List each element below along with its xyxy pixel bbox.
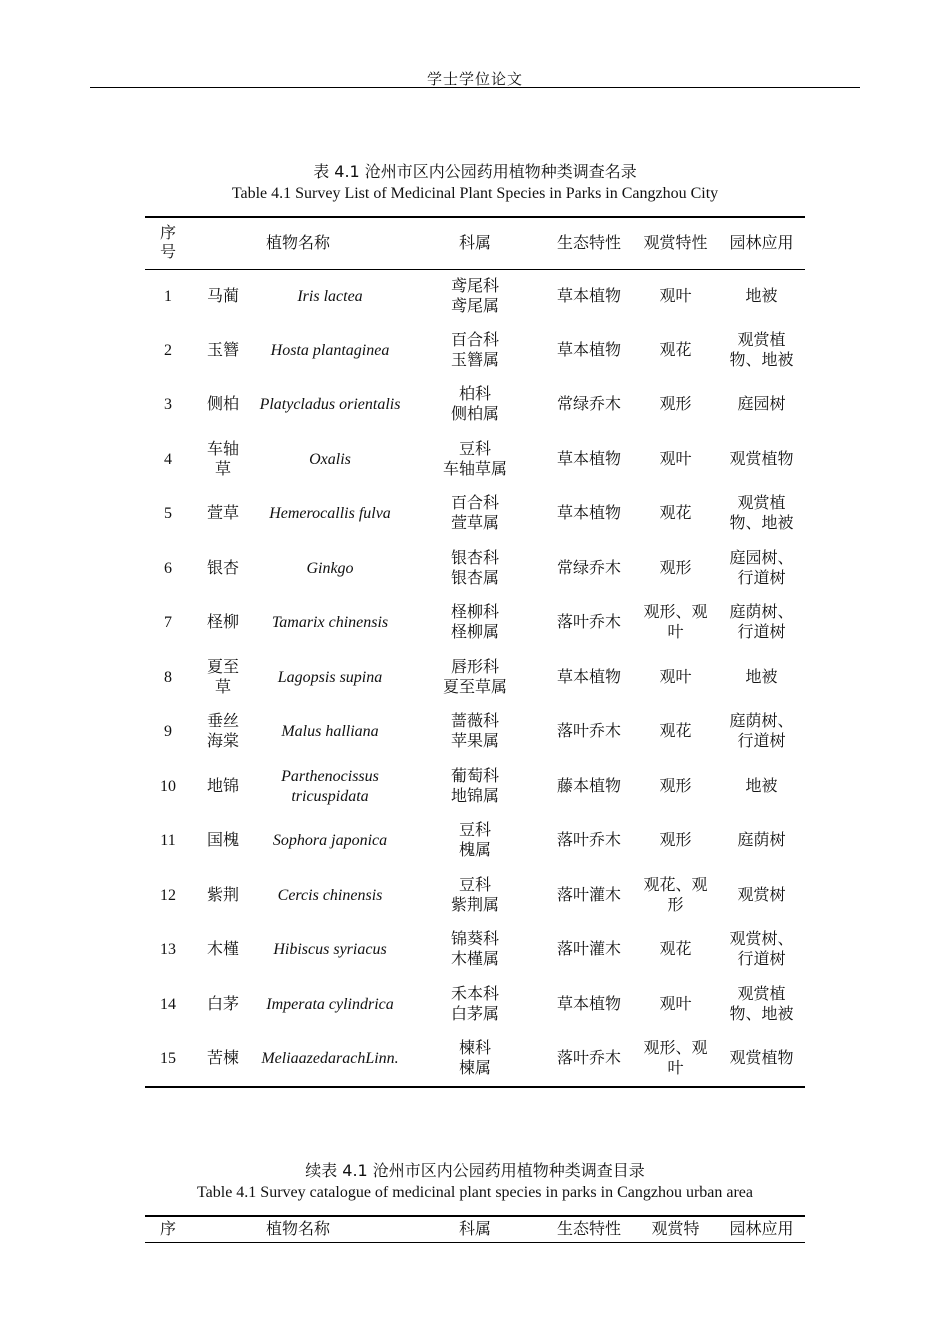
family-label: 楝科 [459,1039,492,1057]
table-row [145,869,805,924]
cell-ecology: 草本植物 [557,995,622,1013]
genus-label: 紫荆属 [451,896,500,914]
cell-number: 5 [164,505,172,523]
continued-plant-table [145,1215,805,1243]
table-row [145,487,805,542]
cell-number: 2 [164,341,172,359]
table-row [145,705,805,760]
cell-family-genus [405,923,545,978]
plant-table [145,216,805,1088]
genus-label: 苹果属 [451,733,500,751]
cell-number: 1 [164,287,172,305]
cont-header-ecology: 生态特性 [557,1220,622,1238]
cell-chinese-name: 侧柏 [206,396,239,414]
cell-scientific-name: Hosta plantaginea [270,341,390,359]
cell-chinese-name: 车轴草 [206,440,239,478]
cell-family-genus [405,378,545,433]
cell-ecology: 草本植物 [557,341,622,359]
table-row [145,542,805,597]
cell-garden-use: 观赏植物、地被 [729,985,794,1023]
cell-garden-use: 庭荫树 [737,832,786,850]
cell-scientific-name: Ginkgo [306,559,354,577]
cell-chinese-name: 玉簪 [206,341,239,359]
cell-ecology: 草本植物 [557,287,622,305]
cont-header-family-genus: 科属 [459,1220,492,1238]
table-row [145,433,805,488]
cell-chinese-name: 萱草 [206,505,239,523]
table-row [145,760,805,815]
cell-scientific-name: Malus halliana [281,723,379,741]
family-label: 锦葵科 [451,931,500,949]
family-label: 柏科 [459,386,492,404]
table-row [145,923,805,978]
genus-label: 玉簪属 [451,351,500,369]
cont-table-caption-en: Table 4.1 Survey catalogue of medicinal plant species in parks in Cangzhou urban area [196,1184,754,1201]
cell-scientific-name: Imperata cylindrica [266,995,394,1013]
cell-ornamental: 观花 [659,505,692,523]
cell-family-genus [405,324,545,379]
cell-ornamental: 观叶 [659,287,692,305]
cell-garden-use: 地被 [745,668,778,686]
cell-family-genus [405,651,545,706]
genus-label: 侧柏属 [451,406,500,424]
family-label: 蔷薇科 [451,713,500,731]
cell-scientific-name: Parthenocissus tricuspidata [281,767,379,805]
table-row [145,269,805,324]
cont-table-header-row [145,1216,805,1242]
cell-family-genus [405,760,545,815]
cell-chinese-name: 垂丝海棠 [206,713,239,751]
cell-scientific-name: Hibiscus syriacus [273,941,387,959]
cell-ecology: 落叶乔木 [557,614,622,632]
cell-ornamental: 观形 [659,777,692,795]
cell-scientific-name: Platycladus orientalis [259,396,401,414]
cell-garden-use: 庭荫树、行道树 [729,604,794,642]
header-no: 序号 [145,217,191,269]
header-garden-use: 园林应用 [718,217,805,269]
table-row [145,1032,805,1087]
cell-number: 14 [160,995,176,1013]
cell-ornamental: 观花 [659,723,692,741]
genus-label: 萱草属 [451,515,500,533]
table-row [145,651,805,706]
genus-label: 鸢尾属 [451,297,500,315]
cell-ornamental: 观形 [659,559,692,577]
cell-family-genus [405,1032,545,1087]
cell-chinese-name: 白茅 [206,995,239,1013]
table-row [145,814,805,869]
cell-ecology: 草本植物 [557,450,622,468]
cell-ecology: 草本植物 [557,668,622,686]
cell-ecology: 落叶灌木 [557,886,622,904]
cell-ornamental: 观叶 [659,450,692,468]
family-label: 葡萄科 [451,767,500,785]
genus-label: 白茅属 [451,1005,500,1023]
cell-ecology: 草本植物 [557,505,622,523]
table-caption-cn: 表 4.1 沧州市区内公园药用植物种类调查名录 [313,162,637,181]
cell-garden-use: 观赏植物、地被 [729,495,794,533]
cell-ornamental: 观花、观形 [643,876,708,914]
cell-chinese-name: 国槐 [206,832,239,850]
genus-label: 银杏属 [451,569,500,587]
cell-number: 4 [164,450,172,468]
cell-ornamental: 观形、观叶 [643,1039,708,1077]
cell-family-genus [405,433,545,488]
cell-number: 10 [160,777,176,795]
family-label: 禾本科 [451,985,500,1003]
cell-ornamental: 观花 [659,941,692,959]
family-label: 豆科 [459,440,492,458]
cell-ecology: 藤本植物 [557,777,622,795]
cell-number: 8 [164,668,172,686]
cell-chinese-name: 马蔺 [206,287,239,305]
cell-garden-use: 观赏树 [737,886,786,904]
genus-label: 夏至草属 [443,678,508,696]
cell-family-genus [405,487,545,542]
table-caption-en: Table 4.1 Survey List of Medicinal Plant Species in Parks in Cangzhou City [231,185,719,202]
cell-ecology: 常绿乔木 [557,559,622,577]
header-ecology: 生态特性 [545,217,633,269]
cell-chinese-name: 地锦 [206,777,239,795]
cont-header-plant-name: 植物名称 [266,1220,331,1238]
cell-ornamental: 观形、观叶 [643,604,708,642]
genus-label: 木槿属 [451,951,500,969]
cell-scientific-name: Lagopsis supina [277,668,383,686]
genus-label: 楝属 [459,1059,492,1077]
cell-ecology: 常绿乔木 [557,396,622,414]
cell-number: 11 [160,832,176,850]
cell-ecology: 落叶乔木 [557,1049,622,1067]
cell-garden-use: 观赏树、行道树 [729,931,794,969]
cell-garden-use: 庭园树 [737,396,786,414]
cell-family-genus [405,814,545,869]
cont-header-no: 序 [159,1220,176,1238]
cell-scientific-name: Tamarix chinensis [271,614,389,632]
cell-scientific-name: Iris lactea [297,287,363,305]
table-body [145,269,805,1087]
cont-header-garden-use: 园林应用 [729,1220,794,1238]
running-header: 学士学位论文 [426,72,523,88]
cont-header-ornamental: 观赏特 [651,1220,700,1238]
genus-label: 车轴草属 [443,460,508,478]
genus-label: 柽柳属 [451,624,500,642]
cell-garden-use: 观赏植物 [729,450,794,468]
cell-garden-use: 庭园树、行道树 [729,549,794,587]
family-label: 百合科 [451,331,500,349]
header-ornamental: 观赏特性 [633,217,718,269]
cell-ecology: 落叶灌木 [557,941,622,959]
cell-garden-use: 地被 [745,287,778,305]
family-label: 百合科 [451,495,500,513]
cell-number: 12 [160,886,176,904]
cell-scientific-name: Hemerocallis fulva [269,505,391,523]
cell-scientific-name: Sophora japonica [272,832,388,850]
cell-ornamental: 观叶 [659,995,692,1013]
cell-chinese-name: 苦楝 [206,1049,239,1067]
header-family-genus: 科属 [405,217,545,269]
cell-number: 3 [164,396,172,414]
genus-label: 槐属 [459,842,492,860]
cell-chinese-name: 柽柳 [206,614,239,632]
cell-chinese-name: 紫荆 [206,886,239,904]
cell-scientific-name: Cercis chinensis [277,886,383,904]
cell-number: 15 [160,1049,176,1067]
cell-number: 9 [164,723,172,741]
cell-family-genus [405,869,545,924]
cell-family-genus [405,542,545,597]
family-label: 鸢尾科 [451,277,500,295]
cell-scientific-name: MeliaazedarachLinn. [261,1049,399,1067]
cell-family-genus [405,596,545,651]
table-header-row [145,217,805,269]
cell-ornamental: 观叶 [659,668,692,686]
cell-garden-use: 观赏植物 [729,1049,794,1067]
table-row [145,596,805,651]
genus-label: 地锦属 [451,787,500,805]
cell-garden-use: 地被 [745,777,778,795]
table-row [145,978,805,1033]
cell-number: 7 [164,614,172,632]
family-label: 豆科 [459,822,492,840]
cell-ornamental: 观形 [659,396,692,414]
cell-chinese-name: 木槿 [206,941,239,959]
cell-number: 13 [160,941,176,959]
cont-table-caption-cn: 续表 4.1 沧州市区内公园药用植物种类调查目录 [305,1161,645,1180]
cell-chinese-name: 银杏 [206,559,239,577]
family-label: 唇形科 [451,658,500,676]
cell-ornamental: 观花 [659,341,692,359]
header-rule [90,87,860,88]
cell-family-genus [405,269,545,324]
header-plant-name: 植物名称 [191,217,405,269]
cell-scientific-name: Oxalis [309,450,351,468]
cell-chinese-name: 夏至草 [206,658,239,696]
cell-family-genus [405,978,545,1033]
cell-garden-use: 庭荫树、行道树 [729,713,794,751]
cell-ecology: 落叶乔木 [557,832,622,850]
table-row [145,324,805,379]
family-label: 柽柳科 [451,604,500,622]
cell-number: 6 [164,559,172,577]
table-row [145,378,805,433]
family-label: 豆科 [459,876,492,894]
cell-ecology: 落叶乔木 [557,723,622,741]
cell-garden-use: 观赏植物、地被 [729,331,794,369]
cell-family-genus [405,705,545,760]
cell-ornamental: 观形 [659,832,692,850]
family-label: 银杏科 [451,549,500,567]
